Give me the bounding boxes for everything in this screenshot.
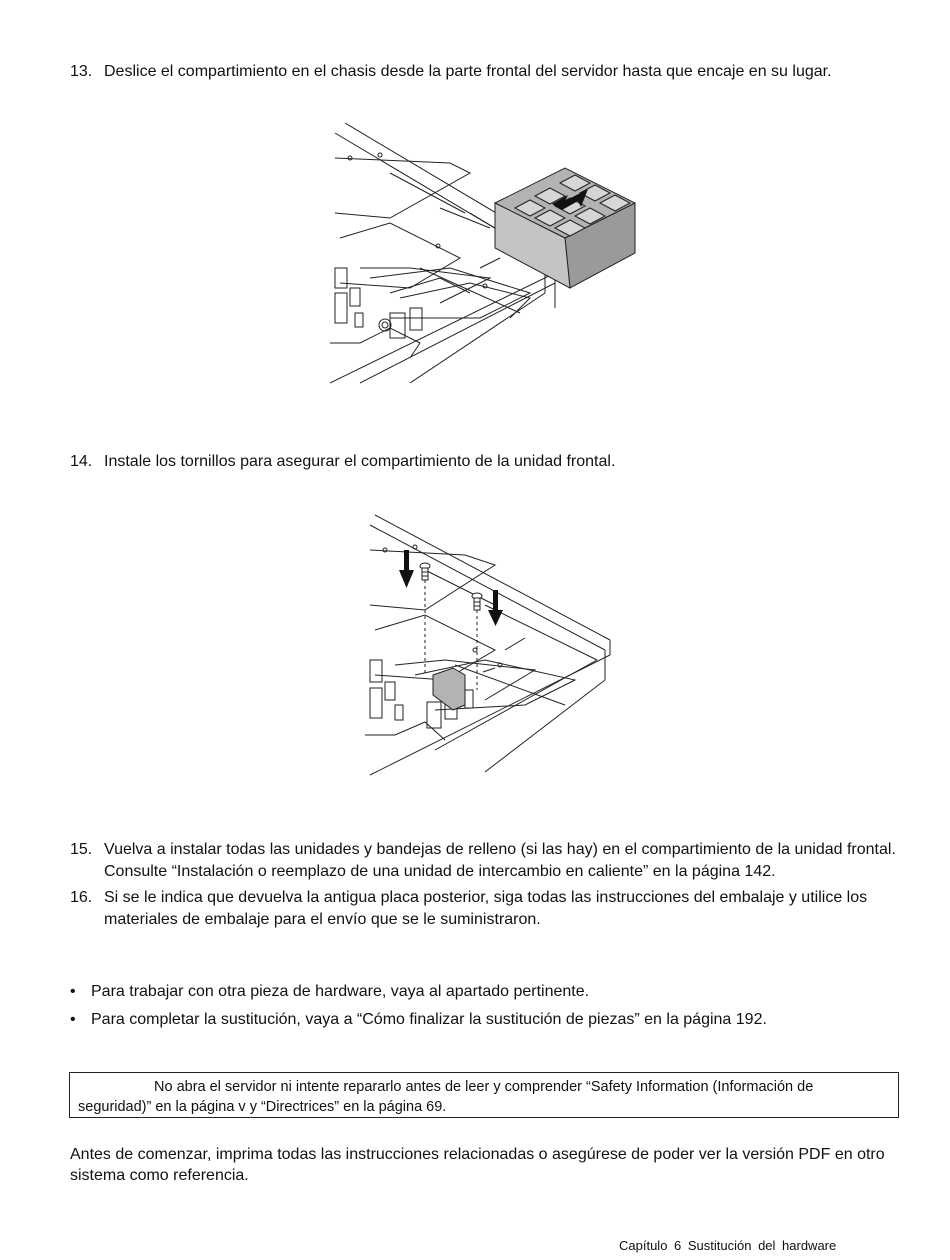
page-footer: Capítulo 6 Sustitución del hardware [619,1238,837,1253]
safety-notice-box [69,1072,899,1118]
step-text: Vuelva a instalar todas las unidades y bandejas de relleno (si las hay) en el compartimiento de la unidad frontal. Consulte “Instalación o reemplazo de una unidad de intercambio en caliente” en la página 142. [104,841,896,880]
safety-notice-text: No abra el servidor ni intente repararlo antes de leer y comprender “Safety Information (Información de seguridad)” en la página v y “Directrices” en la página 69. [78,1079,814,1115]
intro-paragraph: Antes de comenzar, imprima todas las instrucciones relacionadas o asegúrese de poder ver la versión PDF en otro sistema como referencia. [70,1146,885,1184]
down-arrow-icon [399,550,414,588]
screw-icon [420,563,430,580]
list-item-text: Para completar la sustitución, vaya a “Cómo finalizar la sustitución de piezas” en la página 192. [91,1011,767,1028]
illustration-slide-cage [330,118,640,388]
bullet-icon: • [70,983,76,1000]
step-text: Instale los tornillos para asegurar el compartimiento de la unidad frontal. [104,453,616,470]
illustration-install-screws [365,510,615,778]
step-text: Deslice el compartimiento en el chasis desde la parte frontal del servidor hasta que encaje en su lugar. [104,63,832,80]
step-text: Si se le indica que devuelva la antigua placa posterior, siga todas las instrucciones del embalaje y utilice los materiales de embalaje para el envío que se le suministraron. [104,889,868,928]
step-number: 15. [70,841,93,858]
screw-icon [472,593,482,610]
bullet-icon: • [70,1011,76,1028]
step-15 [70,839,910,883]
step-number: 16. [70,889,93,906]
step-number: 13. [70,63,93,80]
list-item-text: Para trabajar con otra pieza de hardware, vaya al apartado pertinente. [91,983,590,1000]
step-16 [70,887,910,931]
step-number: 14. [70,453,93,470]
